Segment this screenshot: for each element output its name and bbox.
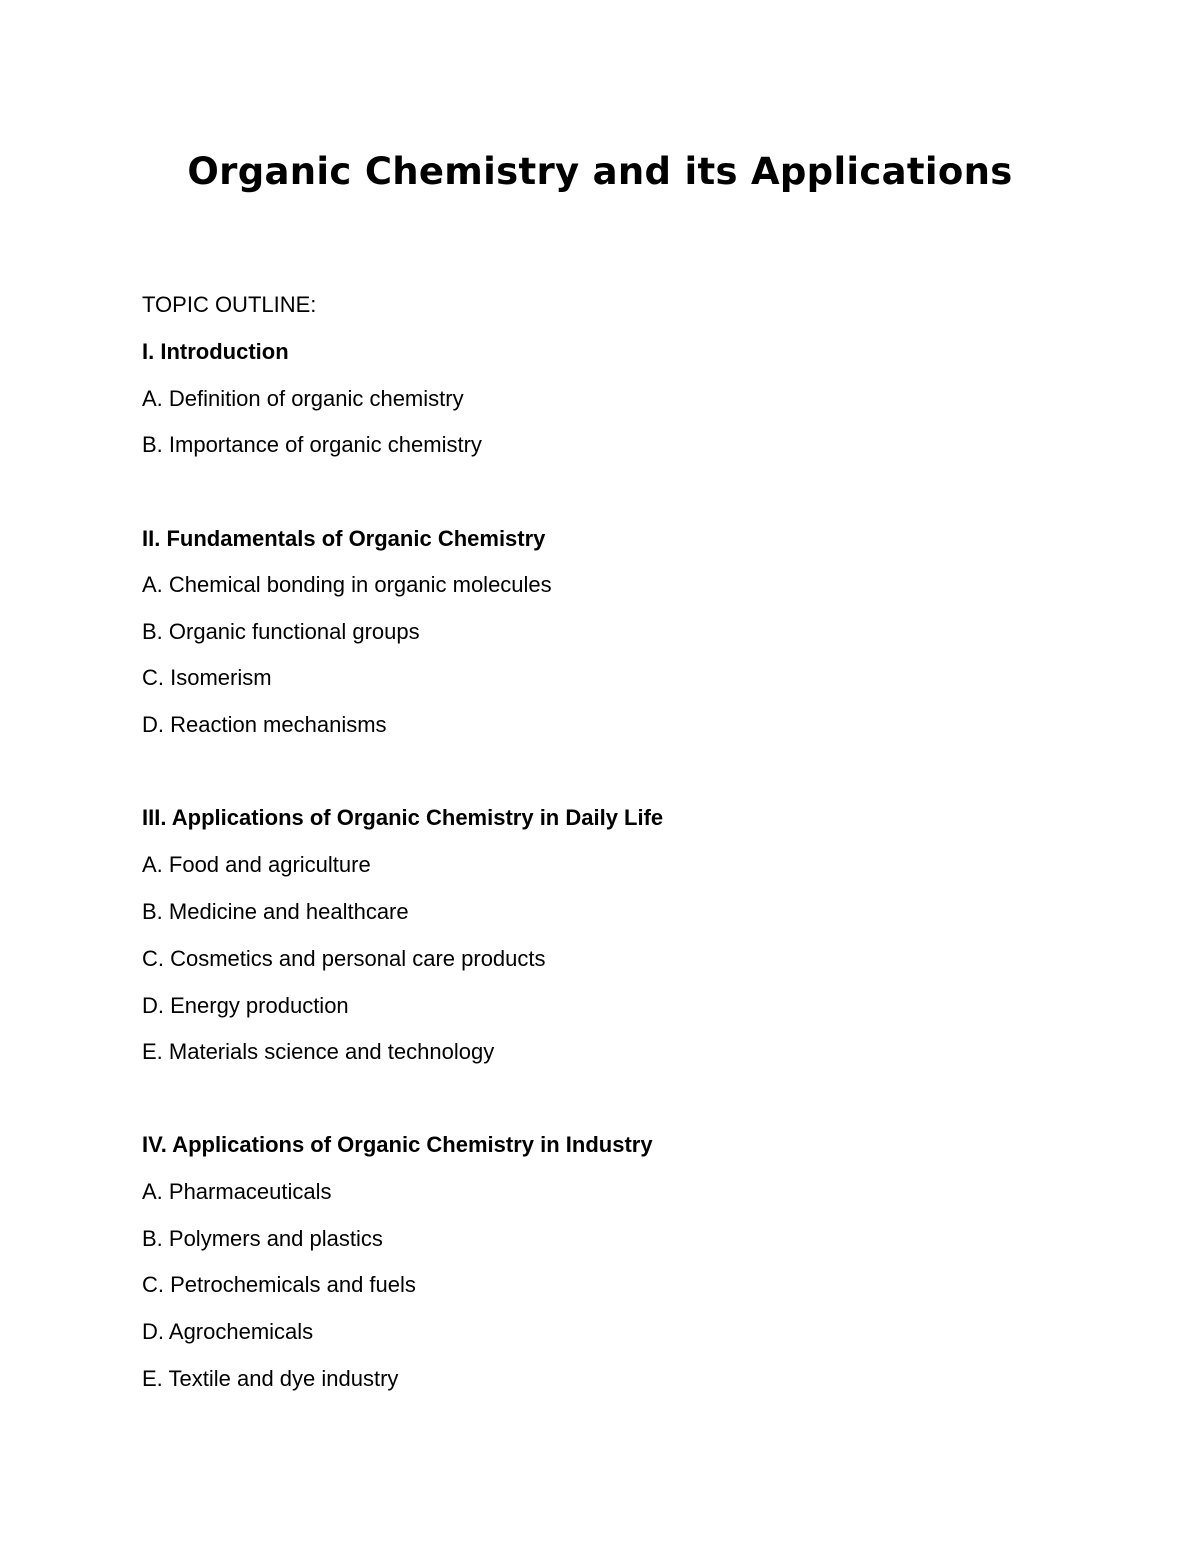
outline-item: B. Importance of organic chemistry <box>142 432 482 457</box>
outline-item: A. Food and agriculture <box>142 852 371 877</box>
outline-item: A. Pharmaceuticals <box>142 1179 332 1204</box>
section-heading: IV. Applications of Organic Chemistry in Industry <box>142 1132 653 1157</box>
outline-item: C. Cosmetics and personal care products <box>142 946 546 971</box>
outline-item: B. Medicine and healthcare <box>142 899 409 924</box>
section-heading: II. Fundamentals of Organic Chemistry <box>142 526 546 551</box>
outline-item: E. Textile and dye industry <box>142 1366 399 1391</box>
outline-item: C. Isomerism <box>142 665 272 690</box>
section-heading: I. Introduction <box>142 339 289 364</box>
outline-item: E. Materials science and technology <box>142 1039 495 1064</box>
outline-item: D. Reaction mechanisms <box>142 712 387 737</box>
outline-item: D. Agrochemicals <box>142 1319 314 1344</box>
topic-outline-label: TOPIC OUTLINE: <box>142 292 317 317</box>
outline-item: B. Organic functional groups <box>142 619 420 644</box>
outline-item: C. Petrochemicals and fuels <box>142 1272 416 1297</box>
document-title: Organic Chemistry and its Applications <box>187 150 1013 193</box>
outline-item: A. Definition of organic chemistry <box>142 386 464 411</box>
outline-item: D. Energy production <box>142 993 349 1018</box>
outline-item: B. Polymers and plastics <box>142 1226 383 1251</box>
section-heading: III. Applications of Organic Chemistry in Daily Life <box>142 805 664 830</box>
outline-item: A. Chemical bonding in organic molecules <box>142 572 552 597</box>
